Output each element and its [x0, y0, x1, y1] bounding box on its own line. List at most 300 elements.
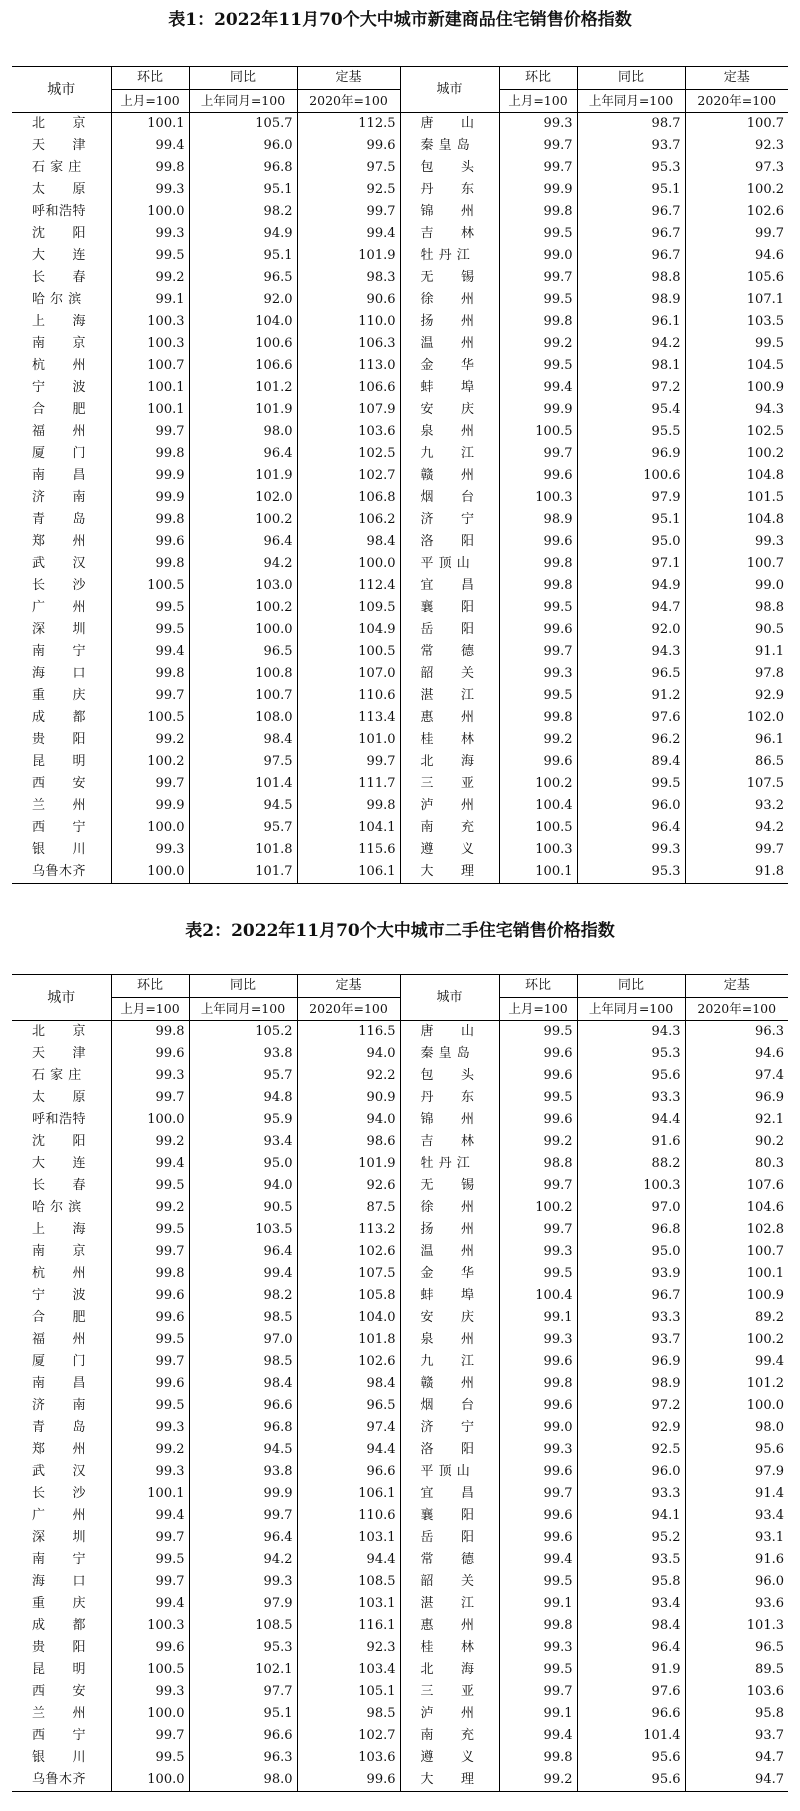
header-city: 城市: [400, 67, 499, 113]
cell-mom-right: 99.6: [499, 1395, 577, 1417]
cell-yoy-right: 95.3: [577, 861, 685, 884]
cell-city-right: 九 江: [400, 1351, 499, 1373]
table-row: [12, 1043, 788, 1065]
cell-city-right: 蚌 埠: [400, 377, 499, 399]
cell-mom-left: 99.6: [111, 1373, 189, 1395]
cell-yoy-left: 95.1: [189, 1703, 297, 1725]
cell-mom-right: 99.0: [499, 1417, 577, 1439]
cell-fixed-left: 101.0: [297, 729, 400, 751]
table-row: [12, 1087, 788, 1109]
cell-mom-right: 99.5: [499, 1021, 577, 1044]
cell-yoy-left: 98.2: [189, 1285, 297, 1307]
cell-mom-right: 99.3: [499, 1637, 577, 1659]
cell-fixed-right: 99.5: [685, 333, 788, 355]
cell-fixed-right: 97.9: [685, 1461, 788, 1483]
cell-city-right: 泸 州: [400, 795, 499, 817]
cell-yoy-right: 95.1: [577, 509, 685, 531]
cell-yoy-right: 96.8: [577, 1219, 685, 1241]
table-row: [12, 1219, 788, 1241]
table-row: [12, 1571, 788, 1593]
cell-mom-left: 99.5: [111, 1329, 189, 1351]
cell-fixed-right: 100.7: [685, 553, 788, 575]
cell-yoy-right: 99.3: [577, 839, 685, 861]
cell-mom-right: 100.5: [499, 421, 577, 443]
cell-mom-left: 99.7: [111, 1087, 189, 1109]
cell-city-left: 北 京: [12, 1021, 111, 1044]
cell-fixed-right: 107.5: [685, 773, 788, 795]
cell-yoy-right: 95.4: [577, 399, 685, 421]
table-row: [12, 619, 788, 641]
cell-city-right: 北 海: [400, 751, 499, 773]
cell-city-left: 昆 明: [32, 754, 87, 769]
cell-fixed-right: 97.4: [685, 1065, 788, 1087]
cell-city-right: 韶 关: [400, 1571, 499, 1593]
cell-mom-left: 99.4: [111, 1505, 189, 1527]
cell-yoy-left: 104.0: [189, 311, 297, 333]
cell-mom-left: 99.8: [111, 443, 189, 465]
cell-fixed-left: 112.5: [297, 113, 400, 136]
table-row: [12, 1395, 788, 1417]
cell-fixed-right: 105.6: [685, 267, 788, 289]
cell-fixed-right: 93.4: [685, 1505, 788, 1527]
cell-fixed-left: 110.6: [297, 1505, 400, 1527]
header-yoy-base: 上年同月=100: [189, 998, 297, 1021]
cell-fixed-right: 107.6: [685, 1175, 788, 1197]
cell-city-left: 天 津: [32, 1046, 87, 1061]
cell-city-right: 秦 皇 岛: [400, 135, 499, 157]
cell-mom-right: 99.6: [499, 531, 577, 553]
table-row: [12, 1637, 788, 1659]
cell-city-left: 呼和浩特: [32, 204, 87, 219]
cell-yoy-left: 95.9: [189, 1109, 297, 1131]
cell-fixed-left: 90.6: [297, 289, 400, 311]
table-row: [12, 817, 788, 839]
cell-yoy-right: 95.6: [577, 1747, 685, 1769]
table-row: [12, 1285, 788, 1307]
cell-fixed-right: 94.6: [685, 1043, 788, 1065]
cell-mom-right: 99.5: [499, 1571, 577, 1593]
cell-yoy-right: 96.0: [577, 795, 685, 817]
cell-city-left: 广 州: [32, 1508, 87, 1523]
cell-city-right: 常 德: [400, 1549, 499, 1571]
cell-fixed-left: 111.7: [297, 773, 400, 795]
cell-mom-right: 100.3: [499, 487, 577, 509]
cell-mom-left: 100.5: [111, 707, 189, 729]
cell-city-right: 平 顶 山: [400, 1461, 499, 1483]
cell-yoy-right: 95.6: [577, 1065, 685, 1087]
cell-mom-left: 99.9: [111, 487, 189, 509]
cell-mom-left: 99.6: [111, 1043, 189, 1065]
cell-yoy-right: 91.2: [577, 685, 685, 707]
cell-city-right: 平 顶 山: [400, 553, 499, 575]
cell-mom-left: 99.8: [111, 1263, 189, 1285]
cell-city-left: 大 连: [32, 248, 87, 263]
cell-yoy-right: 93.3: [577, 1483, 685, 1505]
table-row: [12, 179, 788, 201]
cell-mom-left: 100.0: [111, 861, 189, 884]
cell-fixed-right: 90.2: [685, 1131, 788, 1153]
cell-fixed-left: 96.6: [297, 1461, 400, 1483]
table-row: [12, 1593, 788, 1615]
cell-mom-left: 99.6: [111, 531, 189, 553]
cell-city-right: 惠 州: [400, 1615, 499, 1637]
cell-yoy-left: 98.4: [189, 1373, 297, 1395]
cell-city-left: 南 昌: [32, 468, 87, 483]
header-city: 城市: [400, 975, 499, 1021]
cell-city-left: 福 州: [32, 424, 87, 439]
table-row: [12, 1263, 788, 1285]
cell-mom-left: 99.3: [111, 839, 189, 861]
cell-city-left: 长 春: [32, 270, 87, 285]
cell-mom-left: 100.0: [111, 1769, 189, 1792]
cell-mom-left: 99.2: [111, 1197, 189, 1219]
cell-mom-right: 99.6: [499, 465, 577, 487]
cell-mom-left: 99.5: [111, 1549, 189, 1571]
cell-yoy-right: 95.2: [577, 1527, 685, 1549]
header-yoy: 同比: [189, 975, 297, 998]
header-mom-base: 上月=100: [499, 90, 577, 113]
cell-city-right: 桂 林: [400, 729, 499, 751]
cell-yoy-right: 97.0: [577, 1197, 685, 1219]
cell-fixed-left: 103.1: [297, 1593, 400, 1615]
cell-mom-left: 99.9: [111, 795, 189, 817]
cell-mom-left: 100.0: [111, 1109, 189, 1131]
table-row: [12, 575, 788, 597]
cell-city-left: 重 庆: [32, 1596, 87, 1611]
cell-city-right: 北 海: [400, 1659, 499, 1681]
cell-fixed-left: 96.5: [297, 1395, 400, 1417]
cell-mom-left: 100.0: [111, 817, 189, 839]
cell-yoy-left: 106.6: [189, 355, 297, 377]
cell-fixed-left: 99.6: [297, 1769, 400, 1792]
cell-yoy-left: 100.2: [189, 509, 297, 531]
cell-fixed-left: 99.7: [297, 201, 400, 223]
cell-fixed-left: 113.0: [297, 355, 400, 377]
cell-city-right: 包 头: [400, 1065, 499, 1087]
cell-city-right: 锦 州: [400, 201, 499, 223]
cell-fixed-left: 106.8: [297, 487, 400, 509]
cell-fixed-right: 98.8: [685, 597, 788, 619]
cell-mom-left: 99.1: [111, 289, 189, 311]
table-1-title: 表1：2022年11月70个大中城市新建商品住宅销售价格指数: [168, 10, 632, 30]
cell-mom-right: 100.4: [499, 1285, 577, 1307]
cell-city-left: 银 川: [32, 842, 87, 857]
cell-fixed-left: 105.8: [297, 1285, 400, 1307]
cell-fixed-left: 104.9: [297, 619, 400, 641]
cell-fixed-left: 99.4: [297, 223, 400, 245]
cell-fixed-left: 97.4: [297, 1417, 400, 1439]
cell-yoy-left: 100.6: [189, 333, 297, 355]
cell-yoy-left: 100.7: [189, 685, 297, 707]
header-mom-base: 上月=100: [111, 90, 189, 113]
cell-yoy-right: 97.6: [577, 1681, 685, 1703]
cell-yoy-left: 108.0: [189, 707, 297, 729]
cell-fixed-left: 107.9: [297, 399, 400, 421]
cell-city-left: 天 津: [32, 138, 87, 153]
cell-city-right: 宜 昌: [400, 575, 499, 597]
cell-fixed-right: 96.0: [685, 1571, 788, 1593]
cell-city-left: 哈 尔 滨: [32, 1200, 82, 1215]
cell-yoy-left: 100.8: [189, 663, 297, 685]
cell-city-left: 昆 明: [32, 1662, 87, 1677]
cell-mom-left: 100.1: [111, 377, 189, 399]
cell-city-right: 安 庆: [400, 399, 499, 421]
cell-mom-left: 99.6: [111, 1637, 189, 1659]
cell-yoy-right: 94.7: [577, 597, 685, 619]
cell-mom-right: 99.6: [499, 751, 577, 773]
table-row: [12, 553, 788, 575]
cell-city-right: 泉 州: [400, 421, 499, 443]
table-row: [12, 1659, 788, 1681]
cell-mom-right: 99.8: [499, 311, 577, 333]
cell-mom-left: 100.5: [111, 575, 189, 597]
cell-fixed-left: 110.0: [297, 311, 400, 333]
cell-city-left: 厦 门: [32, 1354, 87, 1369]
table-row: [12, 289, 788, 311]
cell-yoy-right: 97.2: [577, 1395, 685, 1417]
cell-fixed-left: 102.6: [297, 1241, 400, 1263]
cell-yoy-left: 96.4: [189, 1241, 297, 1263]
cell-city-right: 安 庆: [400, 1307, 499, 1329]
cell-city-left: 广 州: [32, 600, 87, 615]
cell-mom-left: 99.3: [111, 1065, 189, 1087]
cell-city-left: 南 昌: [32, 1376, 87, 1391]
cell-city-left: 成 都: [32, 710, 87, 725]
cell-fixed-left: 102.6: [297, 1351, 400, 1373]
cell-yoy-left: 95.0: [189, 1153, 297, 1175]
cell-mom-left: 99.2: [111, 1131, 189, 1153]
cell-city-right: 襄 阳: [400, 1505, 499, 1527]
cell-fixed-left: 98.4: [297, 531, 400, 553]
cell-city-right: 秦 皇 岛: [400, 1043, 499, 1065]
cell-fixed-right: 104.8: [685, 465, 788, 487]
cell-fixed-left: 94.4: [297, 1439, 400, 1461]
cell-fixed-right: 89.2: [685, 1307, 788, 1329]
cell-fixed-right: 91.6: [685, 1549, 788, 1571]
cell-city-right: 无 锡: [400, 1175, 499, 1197]
cell-fixed-left: 116.5: [297, 1021, 400, 1044]
cell-yoy-right: 93.7: [577, 135, 685, 157]
cell-fixed-right: 96.3: [685, 1021, 788, 1044]
cell-city-left: 福 州: [32, 1332, 87, 1347]
cell-yoy-left: 95.7: [189, 1065, 297, 1087]
cell-mom-right: 100.2: [499, 773, 577, 795]
cell-yoy-right: 92.5: [577, 1439, 685, 1461]
cell-city-right: 温 州: [400, 333, 499, 355]
cell-fixed-right: 96.5: [685, 1637, 788, 1659]
cell-mom-right: 99.1: [499, 1703, 577, 1725]
cell-yoy-right: 93.3: [577, 1087, 685, 1109]
cell-fixed-right: 102.6: [685, 201, 788, 223]
cell-city-right: 扬 州: [400, 1219, 499, 1241]
cell-city-right: 遵 义: [400, 1747, 499, 1769]
cell-city-left: 兰 州: [32, 1706, 87, 1721]
cell-mom-right: 99.6: [499, 1065, 577, 1087]
cell-mom-right: 99.7: [499, 443, 577, 465]
cell-city-right: 南 充: [400, 817, 499, 839]
cell-mom-right: 99.6: [499, 1461, 577, 1483]
cell-mom-right: 99.5: [499, 597, 577, 619]
cell-yoy-left: 96.6: [189, 1725, 297, 1747]
table-row: [12, 333, 788, 355]
cell-mom-right: 99.1: [499, 1593, 577, 1615]
cell-city-right: 蚌 埠: [400, 1285, 499, 1307]
cell-yoy-right: 99.5: [577, 773, 685, 795]
cell-mom-left: 100.7: [111, 355, 189, 377]
cell-city-left: 太 原: [32, 182, 87, 197]
cell-city-right: 扬 州: [400, 311, 499, 333]
cell-mom-left: 99.5: [111, 245, 189, 267]
cell-yoy-right: 101.4: [577, 1725, 685, 1747]
cell-fixed-left: 112.4: [297, 575, 400, 597]
cell-yoy-right: 92.9: [577, 1417, 685, 1439]
cell-mom-left: 99.7: [111, 421, 189, 443]
cell-fixed-left: 94.4: [297, 1549, 400, 1571]
cell-yoy-right: 96.9: [577, 1351, 685, 1373]
cell-mom-left: 99.6: [111, 1285, 189, 1307]
cell-yoy-left: 94.0: [189, 1175, 297, 1197]
cell-mom-left: 99.8: [111, 663, 189, 685]
cell-fixed-right: 94.7: [685, 1769, 788, 1792]
table-2-body: [12, 1021, 788, 1792]
table-row: [12, 1197, 788, 1219]
cell-yoy-right: 98.9: [577, 289, 685, 311]
table-row: [12, 1175, 788, 1197]
cell-city-right: 锦 州: [400, 1109, 499, 1131]
cell-mom-left: 99.7: [111, 685, 189, 707]
cell-city-right: 丹 东: [400, 1087, 499, 1109]
cell-fixed-right: 101.2: [685, 1373, 788, 1395]
cell-fixed-left: 101.8: [297, 1329, 400, 1351]
table-row: [12, 487, 788, 509]
cell-city-left: 西 安: [32, 776, 87, 791]
cell-yoy-left: 94.5: [189, 795, 297, 817]
cell-fixed-right: 100.2: [685, 179, 788, 201]
cell-fixed-right: 99.7: [685, 839, 788, 861]
cell-city-right: 金 华: [400, 355, 499, 377]
cell-mom-left: 99.5: [111, 1175, 189, 1197]
cell-fixed-left: 110.6: [297, 685, 400, 707]
table-row: [12, 839, 788, 861]
cell-mom-left: 100.2: [111, 751, 189, 773]
table-row: [12, 1329, 788, 1351]
cell-city-right: 徐 州: [400, 289, 499, 311]
cell-fixed-right: 93.6: [685, 1593, 788, 1615]
cell-city-left: 南 宁: [32, 644, 87, 659]
cell-fixed-left: 106.6: [297, 377, 400, 399]
cell-fixed-left: 103.1: [297, 1527, 400, 1549]
cell-mom-left: 100.1: [111, 1483, 189, 1505]
cell-mom-right: 99.8: [499, 1615, 577, 1637]
cell-city-left: 郑 州: [32, 1442, 87, 1457]
cell-mom-right: 99.3: [499, 663, 577, 685]
table-row: [12, 267, 788, 289]
cell-yoy-right: 94.1: [577, 1505, 685, 1527]
table-row: [12, 729, 788, 751]
cell-yoy-right: 94.3: [577, 641, 685, 663]
cell-yoy-right: 93.3: [577, 1307, 685, 1329]
cell-yoy-right: 94.9: [577, 575, 685, 597]
cell-fixed-right: 100.2: [685, 1329, 788, 1351]
cell-mom-right: 99.4: [499, 1725, 577, 1747]
cell-city-left: 呼和浩特: [32, 1112, 87, 1127]
cell-mom-right: 99.5: [499, 1087, 577, 1109]
table-row: [12, 157, 788, 179]
table-row: [12, 1131, 788, 1153]
cell-mom-left: 100.3: [111, 1615, 189, 1637]
cell-mom-right: 99.6: [499, 1527, 577, 1549]
cell-mom-left: 99.7: [111, 1241, 189, 1263]
cell-city-right: 襄 阳: [400, 597, 499, 619]
cell-fixed-left: 109.5: [297, 597, 400, 619]
cell-yoy-left: 96.6: [189, 1395, 297, 1417]
table-1-block: [12, 0, 788, 884]
cell-city-left: 贵 阳: [32, 1640, 87, 1655]
cell-fixed-right: 102.8: [685, 1219, 788, 1241]
cell-mom-left: 100.3: [111, 333, 189, 355]
cell-fixed-right: 96.9: [685, 1087, 788, 1109]
cell-city-right: 唐 山: [400, 113, 499, 136]
cell-fixed-left: 103.6: [297, 421, 400, 443]
cell-fixed-right: 80.3: [685, 1153, 788, 1175]
table-row: [12, 861, 788, 884]
cell-fixed-left: 102.5: [297, 443, 400, 465]
cell-yoy-left: 100.0: [189, 619, 297, 641]
cell-mom-right: 99.6: [499, 1043, 577, 1065]
cell-yoy-right: 96.7: [577, 1285, 685, 1307]
cell-fixed-left: 101.9: [297, 245, 400, 267]
cell-yoy-left: 103.5: [189, 1219, 297, 1241]
cell-fixed-right: 101.5: [685, 487, 788, 509]
cell-yoy-left: 97.5: [189, 751, 297, 773]
cell-city-left: 乌鲁木齐: [32, 864, 87, 879]
table-row: [12, 355, 788, 377]
cell-yoy-left: 95.7: [189, 817, 297, 839]
cell-yoy-right: 96.1: [577, 311, 685, 333]
cell-mom-left: 99.9: [111, 465, 189, 487]
cell-yoy-left: 96.0: [189, 135, 297, 157]
cell-yoy-right: 98.4: [577, 1615, 685, 1637]
cell-yoy-right: 89.4: [577, 751, 685, 773]
cell-fixed-right: 94.7: [685, 1747, 788, 1769]
cell-fixed-right: 92.3: [685, 135, 788, 157]
cell-city-left: 宁 波: [32, 380, 87, 395]
header-mom-base: 上月=100: [499, 998, 577, 1021]
cell-city-right: 宜 昌: [400, 1483, 499, 1505]
cell-yoy-left: 97.0: [189, 1329, 297, 1351]
cell-mom-right: 99.4: [499, 1549, 577, 1571]
cell-mom-left: 99.5: [111, 619, 189, 641]
header-fixed: 定基: [297, 67, 400, 90]
cell-yoy-left: 94.5: [189, 1439, 297, 1461]
cell-mom-right: 99.2: [499, 729, 577, 751]
cell-city-left: 石 家 庄: [32, 160, 82, 175]
cell-yoy-right: 98.9: [577, 1373, 685, 1395]
table-row: [12, 1769, 788, 1792]
cell-city-right: 桂 林: [400, 1637, 499, 1659]
cell-yoy-right: 96.5: [577, 663, 685, 685]
cell-city-left: 南 京: [32, 336, 87, 351]
cell-mom-right: 99.5: [499, 223, 577, 245]
cell-mom-right: 99.7: [499, 1681, 577, 1703]
cell-fixed-right: 100.7: [685, 1241, 788, 1263]
cell-yoy-left: 96.8: [189, 1417, 297, 1439]
table-row: [12, 1703, 788, 1725]
cell-yoy-left: 101.2: [189, 377, 297, 399]
table-row: [12, 1417, 788, 1439]
cell-fixed-left: 106.1: [297, 861, 400, 884]
cell-yoy-left: 93.4: [189, 1131, 297, 1153]
